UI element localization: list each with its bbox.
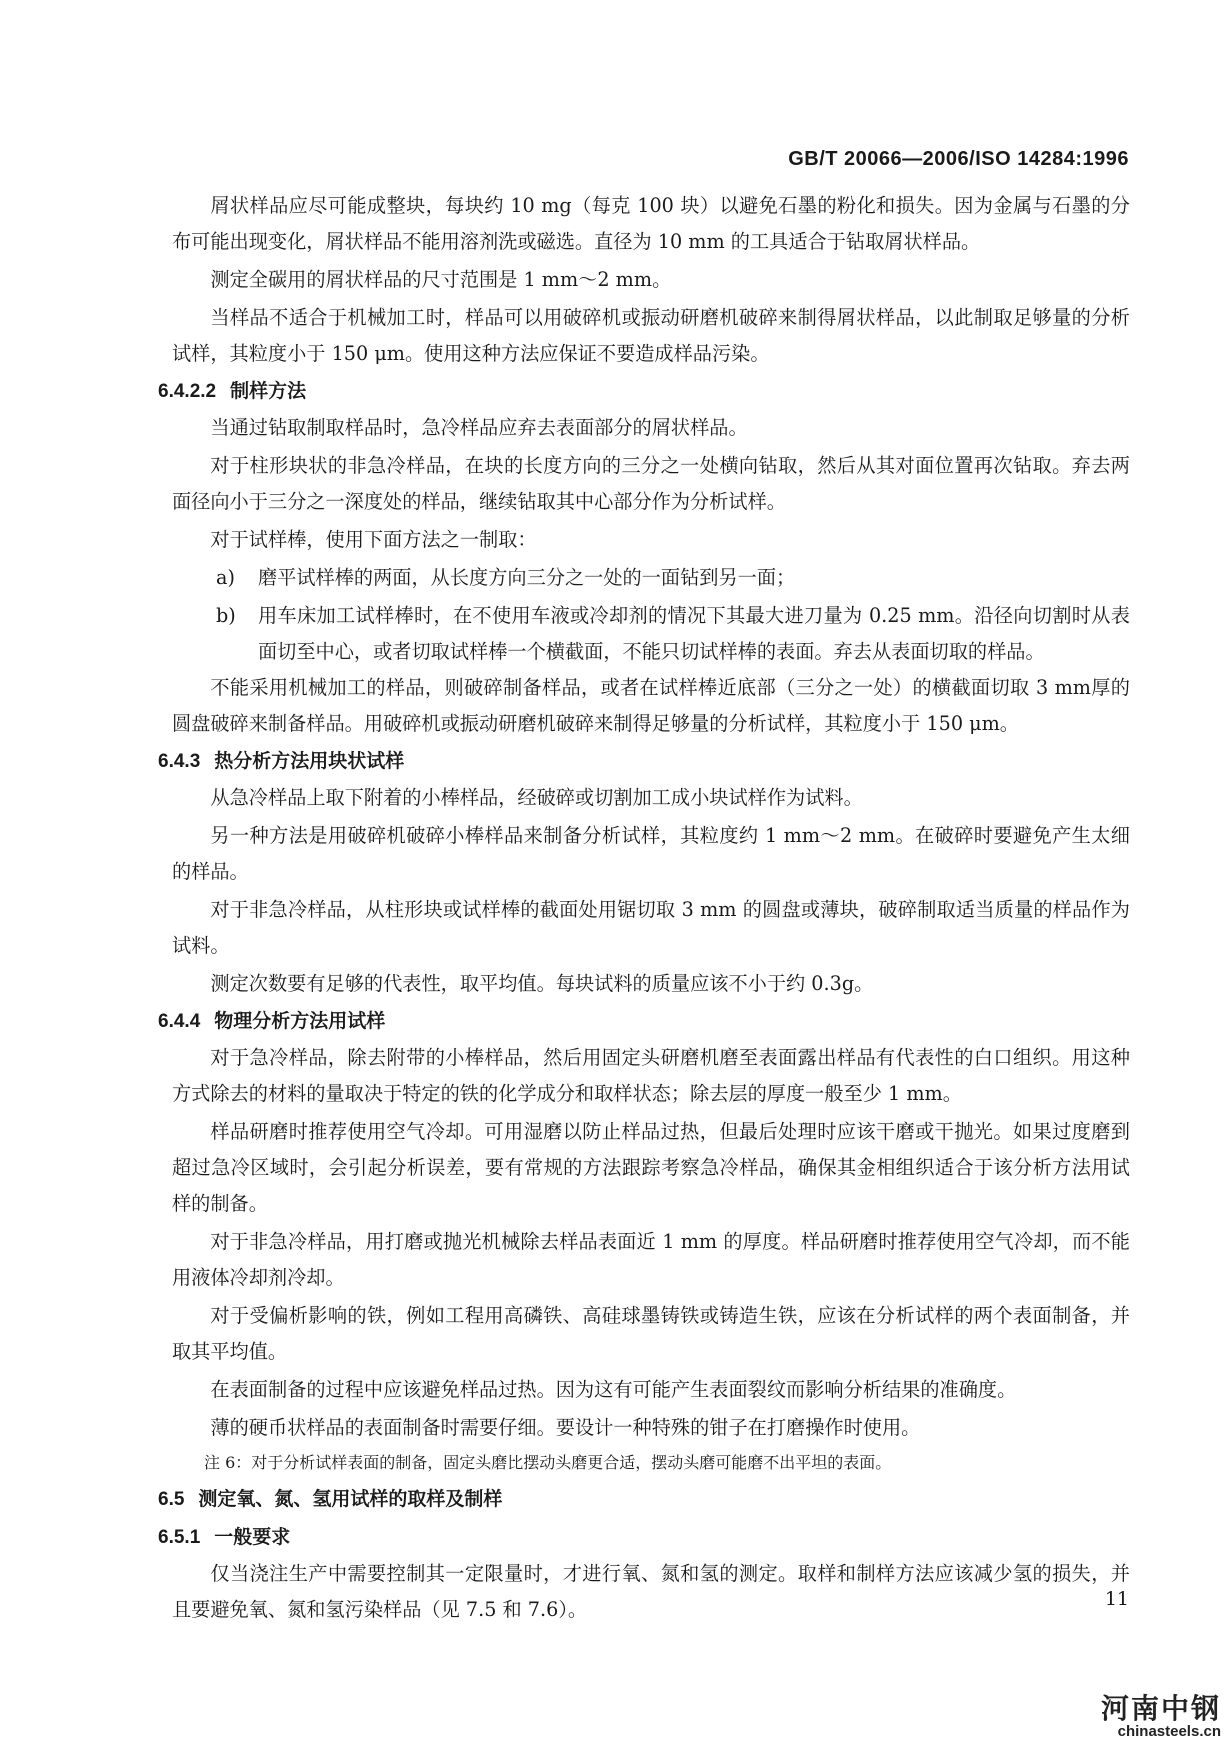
section-heading-6-4-3 <box>158 744 1130 780</box>
paragraph: 测定次数要有足够的代表性，取平均值。每块试料的质量应该不小于约 0.3g。 <box>210 972 874 995</box>
section-heading-6-4-4 <box>158 1004 1130 1040</box>
watermark-url: chinasteels.cn <box>1117 1723 1221 1740</box>
paragraph: 对于非急冷样品，从柱形块或试样棒的截面处用锯切取 3 mm 的圆盘或薄块，破碎制取适当质量的样品作为试料。 <box>172 898 1130 957</box>
section-number: 6.5.1 <box>158 1527 201 1548</box>
section-number: 6.4.4 <box>158 1011 201 1032</box>
paragraph: 对于柱形块状的非急冷样品，在块的长度方向的三分之一处横向钻取，然后从其对面位置再次钻取。弃去两面径向小于三分之一深度处的样品，继续钻取其中心部分作为分析试样。 <box>172 454 1130 513</box>
watermark-logo <box>1101 1694 1221 1740</box>
list-marker: b) <box>216 604 236 627</box>
list-item <box>172 560 1130 596</box>
paragraph: 屑状样品应尽可能成整块，每块约 10 mg（每克 100 块）以避免石墨的粉化和损失。因为金属与石墨的分布可能出现变化，屑状样品不能用溶剂洗或磁选。直径为 10 mm 的工具适合于钻取屑状样品。 <box>172 194 1130 253</box>
section-title: 热分析方法用块状试样 <box>214 751 405 772</box>
list-item-text: 磨平试样棒的两面，从长度方向三分之一处的一面钻到另一面； <box>258 566 796 589</box>
paragraph: 另一种方法是用破碎机破碎小棒样品来制备分析试样，其粒度约 1 mm～2 mm。在破碎时要避免产生太细的样品。 <box>172 824 1130 883</box>
section-heading-6-5-1 <box>158 1520 1130 1556</box>
paragraph: 薄的硬币状样品的表面制备时需要仔细。要设计一种特殊的钳子在打磨操作时使用。 <box>210 1416 921 1439</box>
paragraph: 当通过钻取制取样品时，急冷样品应弃去表面部分的屑状样品。 <box>210 416 748 439</box>
paragraph: 对于急冷样品，除去附带的小棒样品，然后用固定头研磨机磨至表面露出样品有代表性的白口组织。用这种方式除去的材料的量取决于特定的铁的化学成分和取样状态；除去层的厚度一般至少 1 mm。 <box>172 1046 1130 1105</box>
section-number: 6.4.2.2 <box>158 381 217 402</box>
section-number: 6.4.3 <box>158 751 201 772</box>
standard-code: GB/T 20066—2006/ISO 14284:1996 <box>788 148 1129 170</box>
paragraph: 对于试样棒，使用下面方法之一制取： <box>210 528 537 551</box>
section-heading-6-5 <box>158 1482 1130 1518</box>
list-item <box>172 598 1130 670</box>
section-number: 6.5 <box>158 1489 185 1510</box>
watermark-text: 河南中钢 <box>1100 1692 1221 1725</box>
section-heading-6-4-2-2 <box>158 374 1130 410</box>
paragraph: 在表面制备的过程中应该避免样品过热。因为这有可能产生表面裂纹而影响分析结果的准确度。 <box>210 1378 1017 1401</box>
paragraph: 样品研磨时推荐使用空气冷却。可用湿磨以防止样品过热，但最后处理时应该干磨或干抛光。如果过度磨到超过急冷区域时，会引起分析误差，要有常规的方法跟踪考察急冷样品，确保其金相组织适合于该分析方法用试样的制备。 <box>172 1120 1130 1215</box>
paragraph: 不能采用机械加工的样品，则破碎制备样品，或者在试样棒近底部（三分之一处）的横截面切取 3 mm厚的圆盘破碎来制备样品。用破碎机或振动研磨机破碎来制得足够量的分析试样，其粒度小于 150 μm。 <box>172 676 1130 735</box>
page-number: 11 <box>1104 1588 1129 1610</box>
paragraph: 对于受偏析影响的铁，例如工程用高磷铁、高硅球墨铸铁或铸造生铁，应该在分析试样的两个表面制备，并取其平均值。 <box>172 1304 1130 1363</box>
note: 注 6：对于分析试样表面的制备，固定头磨比摆动头磨更合适，摆动头磨可能磨不出平坦的表面。 <box>204 1453 892 1472</box>
section-title: 制样方法 <box>230 381 307 402</box>
paragraph: 仅当浇注生产中需要控制其一定限量时，才进行氧、氮和氢的测定。取样和制样方法应该减少氢的损失，并且要避免氧、氮和氢污染样品（见 7.5 和 7.6）。 <box>172 1562 1130 1621</box>
paragraph: 对于非急冷样品，用打磨或抛光机械除去样品表面近 1 mm 的厚度。样品研磨时推荐使用空气冷却，而不能用液体冷却剂冷却。 <box>172 1230 1130 1289</box>
paragraph: 测定全碳用的屑状样品的尺寸范围是 1 mm～2 mm。 <box>210 268 672 291</box>
section-title: 测定氧、氮、氢用试样的取样及制样 <box>198 1489 503 1510</box>
document-body <box>158 188 1130 1628</box>
list-marker: a) <box>216 566 235 589</box>
section-title: 一般要求 <box>214 1527 291 1548</box>
list-item-text: 用车床加工试样棒时，在不使用车液或冷却剂的情况下其最大进刀量为 0.25 mm。沿径向切割时从表面切至中心，或者切取试样棒一个横截面，不能只切试样棒的表面。弃去从表面切取的样品。 <box>258 604 1130 663</box>
paragraph: 当样品不适合于机械加工时，样品可以用破碎机或振动研磨机破碎来制得屑状样品，以此制取足够量的分析试样，其粒度小于 150 μm。使用这种方法应保证不要造成样品污染。 <box>172 306 1130 365</box>
section-title: 物理分析方法用试样 <box>214 1011 386 1032</box>
paragraph: 从急冷样品上取下附着的小棒样品，经破碎或切割加工成小块试样作为试料。 <box>210 786 863 809</box>
